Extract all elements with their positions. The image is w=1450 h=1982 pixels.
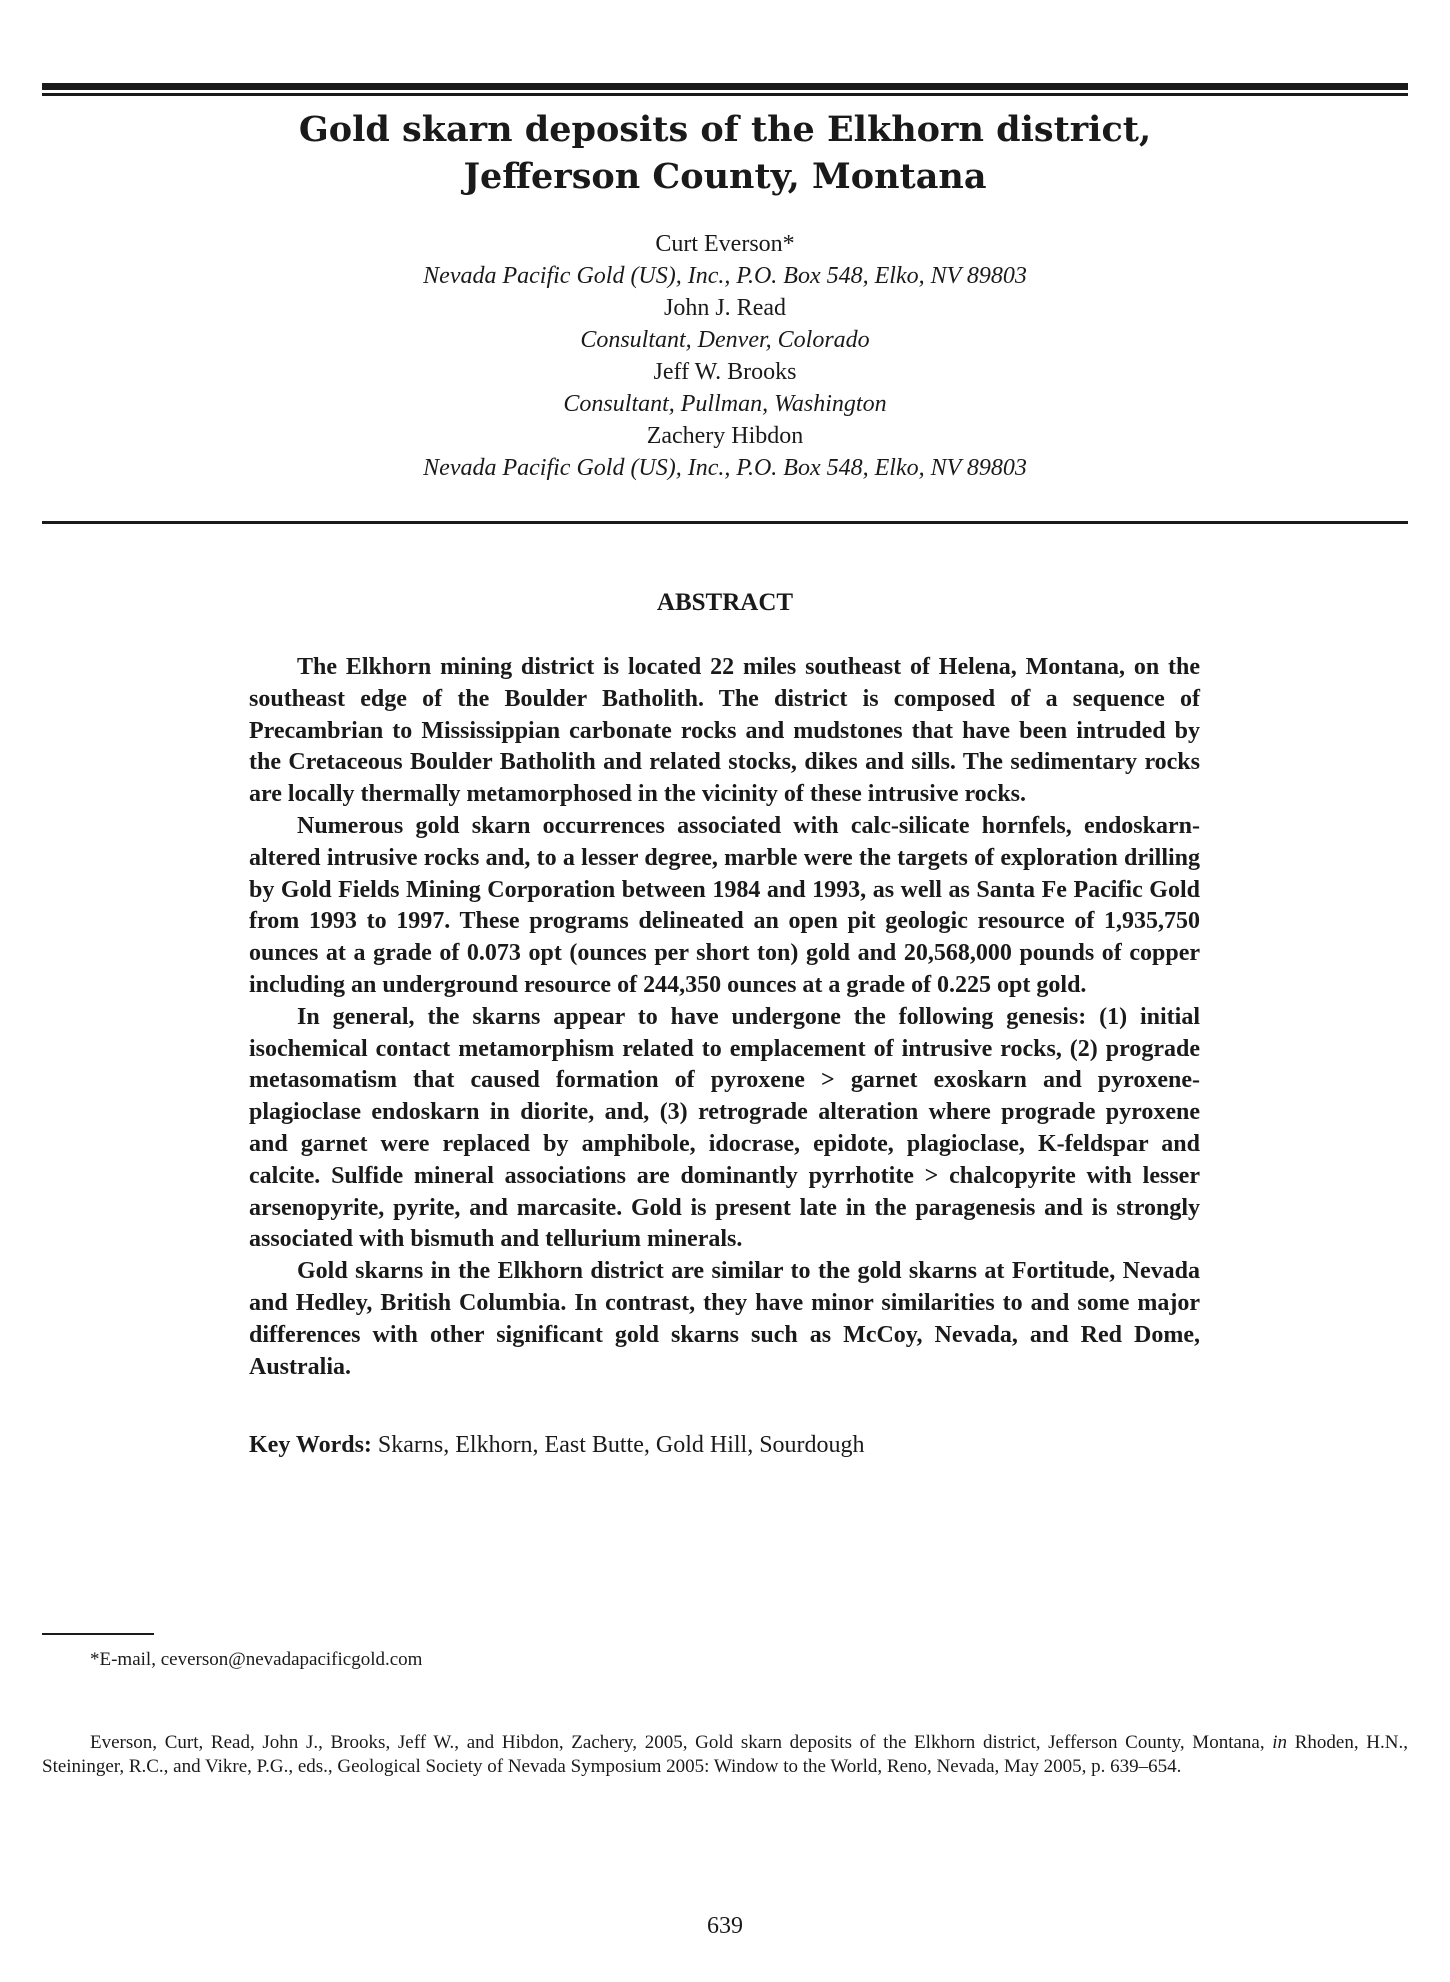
header-rule-thick (42, 83, 1408, 90)
author-name: Jeff W. Brooks (653, 359, 797, 385)
abstract-paragraph: Gold skarns in the Elkhorn district are similar to the gold skarns at Fortitude, Nevada and Hedley, British Columbia. In contrast, they have minor similarities to and some major differences with other significant gold skarns such as McCoy, Nevada, and Red Dome, Australia. (249, 1258, 1200, 1380)
author-affiliation: Consultant, Pullman, Washington (563, 391, 887, 417)
page-number: 639 (707, 1913, 743, 1939)
abstract-paragraph: In general, the skarns appear to have undergone the following genesis: (1) initial isochemical contact metamorphism related to emplacement of intrusive rocks, (2) prograde metasomatism that caused formation of pyroxene > garnet exoskarn and pyroxene-plagioclase endoskarn in diorite, and, (3) retrograde alteration where prograde pyroxene and garnet were replaced by amphibole, idocrase, epidote, plagioclase, K-feldspar and calcite. Sulfide mineral associations are dominantly pyrrhotite > chalcopyrite with lesser arsenopyrite, pyrite, and marcasite. Gold is present late in the paragenesis and is strongly associated with bismuth and tellurium minerals. (249, 1003, 1200, 1253)
citation (42, 1731, 1408, 1779)
keywords-label: Key Words: (249, 1432, 372, 1458)
author-block (0, 228, 1450, 484)
footnote-rule (42, 1633, 154, 1635)
author-affiliation: Nevada Pacific Gold (US), Inc., P.O. Box 548, Elko, NV 89803 (423, 263, 1027, 289)
abstract-paragraph: Numerous gold skarn occurrences associated with calc-silicate hornfels, endoskarn-altered intrusive rocks and, to a lesser degree, marble were the targets of exploration drilling by Gold Fields Mining Corporation between 1984 and 1993, as well as Santa Fe Pacific Gold from 1993 to 1997. These programs delineated an open pit geologic resource of 1,935,750 ounces at a grade of 0.073 opt (ounces per short ton) gold and 20,568,000 pounds of copper including an underground resource of 244,350 ounces at a grade of 0.225 opt gold. (249, 812, 1200, 998)
author-affiliation: Consultant, Denver, Colorado (580, 327, 870, 353)
author-name: John J. Read (664, 295, 786, 321)
header-rule-thin (42, 93, 1408, 96)
keywords (249, 1429, 1200, 1461)
author-name: Curt Everson* (655, 231, 795, 257)
keywords-text: Skarns, Elkhorn, East Butte, Gold Hill, Sourdough (371, 1432, 865, 1458)
citation-text-cont: Rhoden, H.N., Steininger, R.C., and Vikre, P.G., eds., Geological Society of Nevada Symposium 2005: Window to the World, Reno, Nevada, May 2005, p. 639–654. (42, 1732, 1408, 1777)
citation-in: in (1272, 1732, 1288, 1753)
section-divider (42, 521, 1408, 524)
title-line-1: Gold skarn deposits of the Elkhorn district, (298, 109, 1152, 150)
paper-title (0, 106, 1450, 200)
abstract-body (249, 652, 1200, 1383)
abstract-paragraph: The Elkhorn mining district is located 22 miles southeast of Helena, Montana, on the southeast edge of the Boulder Batholith. The district is composed of a sequence of Precambrian to Mississippian carbonate rocks and mudstones that have been intruded by the Cretaceous Boulder Batholith and related stocks, dikes and sills. The sedimentary rocks are locally thermally metamorphosed in the vicinity of these intrusive rocks. (249, 654, 1200, 808)
citation-text: Everson, Curt, Read, John J., Brooks, Jeff W., and Hibdon, Zachery, 2005, Gold skarn deposits of the Elkhorn district, Jefferson County, Montana, (90, 1732, 1273, 1753)
title-line-2: Jefferson County, Montana (463, 156, 987, 197)
author-name: Zachery Hibdon (646, 423, 804, 449)
abstract-heading: ABSTRACT (656, 589, 794, 616)
author-affiliation: Nevada Pacific Gold (US), Inc., P.O. Box 548, Elko, NV 89803 (423, 455, 1027, 481)
footnote-email: *E-mail, ceverson@nevadapacificgold.com (90, 1649, 423, 1670)
